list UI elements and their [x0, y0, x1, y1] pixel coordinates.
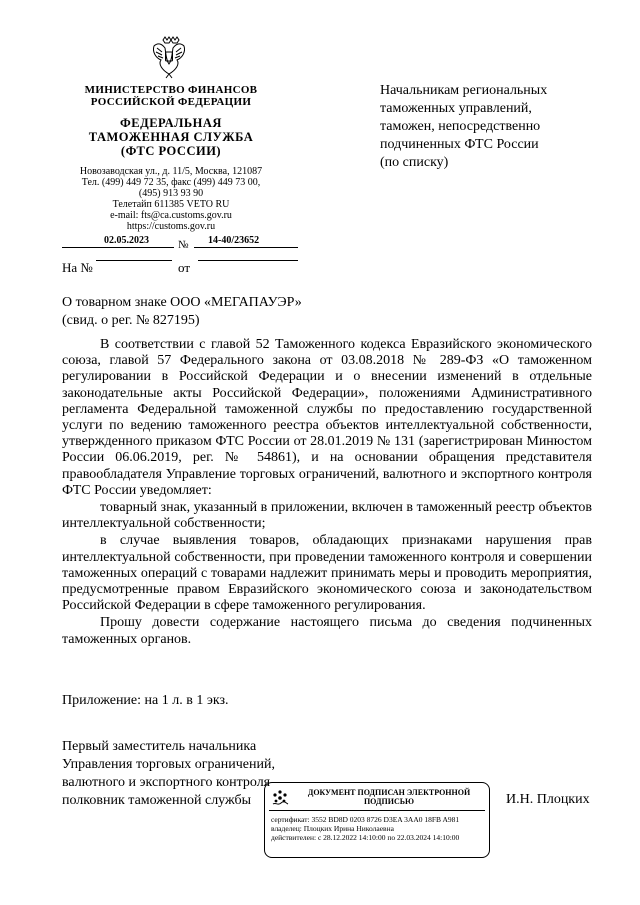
subject-title: О товарном знаке ООО «МЕГАПАУЭР» — [62, 295, 302, 310]
number-sign: № — [178, 239, 189, 251]
date-underline — [62, 247, 174, 248]
number-underline — [194, 247, 298, 248]
stamp-divider — [269, 810, 485, 811]
on-no-blank — [96, 260, 172, 261]
body-paragraph: Прошу довести содержание настоящего письма до сведения подчиненных таможенных органов. — [62, 615, 592, 647]
attachment-note: Приложение: на 1 л. в 1 экз. — [62, 693, 229, 708]
validity-line: действителен: с 28.12.2022 14:10:00 по 22.03.2024 14:10:00 — [271, 833, 460, 842]
address-line: Новозаводская ул., д. 11/5, Москва, 121087 — [79, 166, 263, 177]
body-paragraph: товарный знак, указанный в приложении, включен в таможенный реестр объектов интеллектуальной собственности; — [62, 500, 592, 532]
body-paragraph: в случае выявления товаров, обладающих признаками нарушения прав интеллектуальной собственности, при проведении таможенного контроля и совершении таможенных операций с товарами надлежит принимать меры и проводить мероприятия, предусмотренные правом Евразийского экономического союза и законодательством Российской Федерации в сфере таможенного регулирования. — [62, 533, 592, 614]
letter-body — [62, 337, 592, 648]
stamp-title: ДОКУМЕНТ ПОДПИСАН ЭЛЕКТРОННОЙ ПОДПИСЬЮ — [307, 788, 471, 806]
certificate-line: сертификат: 3552 BD8D 0203 8726 D3EA 3AA0 18FB A981 — [271, 815, 460, 824]
phone-line: Тел. (499) 449 72 35, факс (499) 449 73 00, — [81, 177, 261, 188]
ministry-name: МИНИСТЕРСТВО ФИНАНСОВ РОССИЙСКОЙ ФЕДЕРАЦИИ — [84, 84, 258, 108]
service-name: ФЕДЕРАЛЬНАЯ ТАМОЖЕННАЯ СЛУЖБА (ФТС РОССИИ) — [88, 116, 254, 158]
on-no-label: На № — [62, 260, 93, 275]
e-signature-stamp — [264, 782, 490, 858]
subject-block — [62, 294, 302, 330]
website-line: https://customs.gov.ru — [126, 221, 216, 232]
from-blank — [198, 260, 298, 261]
phone-line-2: (495) 913 93 90 — [138, 188, 204, 199]
reference-line — [62, 260, 302, 278]
teletype-line: Телетайп 611385 VETO RU — [112, 199, 230, 210]
stamp-details — [271, 815, 459, 842]
owner-line: владелец: Плоцких Ирина Николаевна — [271, 824, 394, 833]
contact-block — [60, 166, 282, 232]
signer-name: И.Н. Плоцких — [506, 792, 590, 807]
email-line: e-mail: fts@ca.customs.gov.ru — [110, 210, 232, 221]
body-paragraph: В соответствии с главой 52 Таможенного кодекса Евразийского экономического союза, главой 57 Федерального закона от 03.08.2018 № 289-ФЗ «О таможенном регулировании в Российской Федерации и о внесении изменений в отдельные законодательные акты Российской Федерации», положениями Административного регламента Федеральной таможенной службы по предоставлению государственной услуги по ведению таможенного реестра объектов интеллектуальной собственности, утвержденного приказом ФТС России от 28.01.2019 № 131 (зарегистрирован Минюстом России 06.06.2019, рег. № 54861), и на основании обращения представителя правообладателя Управление торговых ограничений, валютного и экспортного контроля ФТС России уведомляет: — [62, 337, 592, 498]
coat-of-arms-icon — [146, 34, 192, 80]
addressee-block: Начальникам региональных таможенных управлений, таможен, непосредственно подчиненных ФТС России (по списку) — [380, 83, 548, 170]
signer-position: Первый заместитель начальника Управления торговых ограничений, валютного и экспортного контроля полковник таможенной службы — [62, 739, 275, 808]
subject-certificate: (свид. о рег. № 827195) — [62, 313, 200, 328]
registration-number: 14-40/23652 — [208, 235, 260, 246]
registration-date: 02.05.2023 — [104, 235, 149, 246]
registration-line — [60, 231, 282, 253]
from-label: от — [178, 260, 191, 275]
digital-signature-icon — [271, 789, 289, 807]
